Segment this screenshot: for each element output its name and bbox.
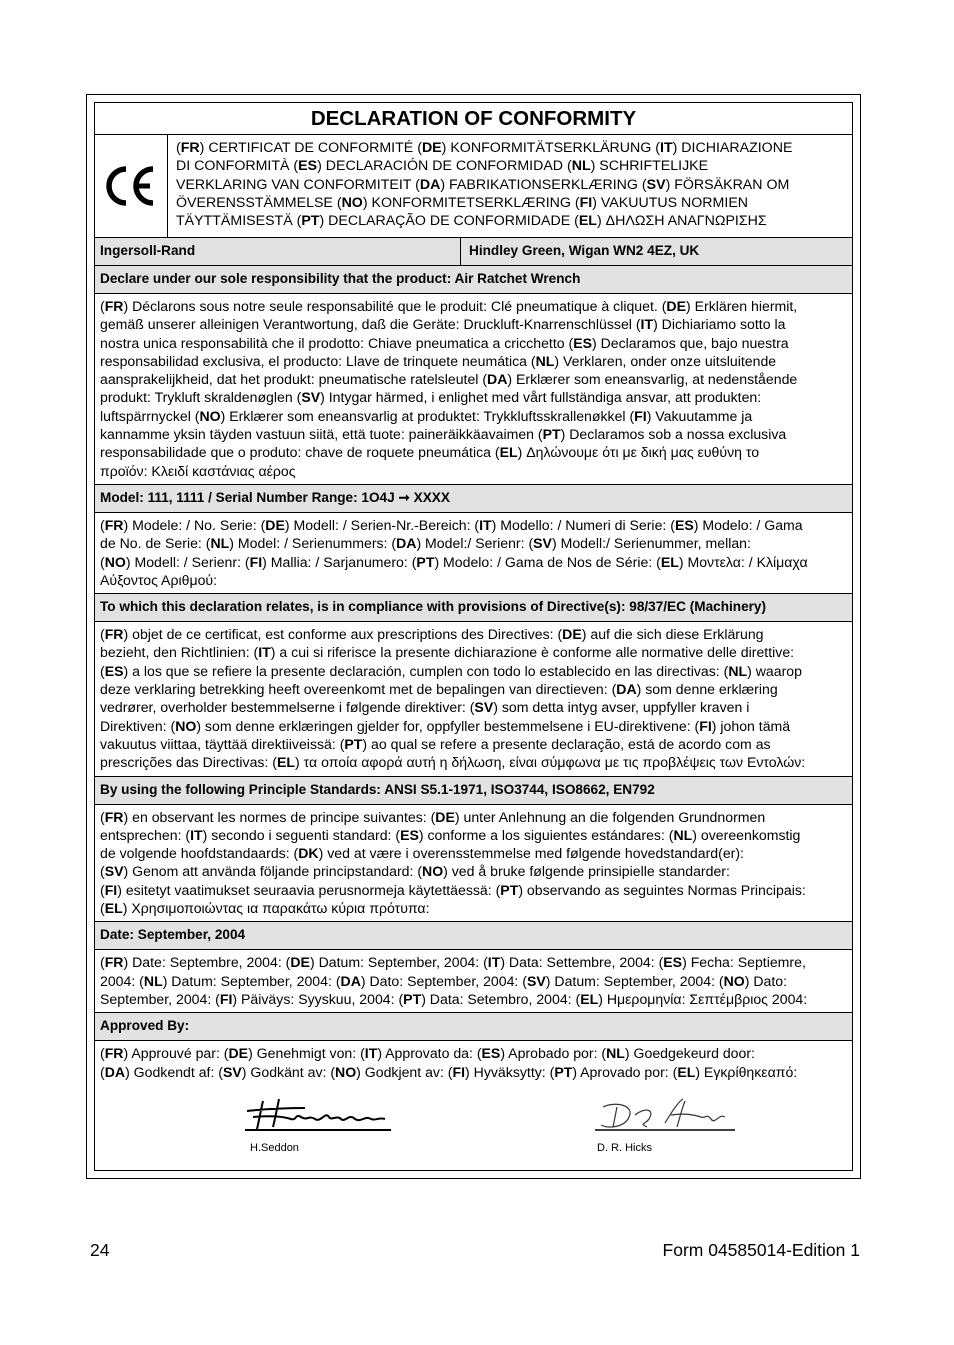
language-code: DE: [265, 516, 285, 533]
language-code: FI: [452, 1063, 466, 1080]
text-segment: ) ΔΗΛΩΣΗ ΑΝΑΓΝΩΡΙΣΗΣ: [596, 213, 767, 230]
language-code: PT: [301, 213, 320, 230]
text-segment: bezieht, den Richtlinien: (: [100, 644, 259, 661]
text-line: [176, 157, 846, 175]
language-code: SV: [301, 389, 321, 406]
text-segment: ) Modell: / Serien-Nr.-Bereich: (: [284, 516, 480, 533]
text-segment: ) auf die sich diese Erklärung: [581, 626, 764, 643]
text-segment: vedrører, overholder bestemmelserne i følgende direktiver: (: [100, 699, 475, 716]
text-segment: responsabilidad exclusiva, el producto: Llave de trinquete neumática (: [100, 352, 536, 369]
language-code: SV: [533, 535, 552, 552]
text-segment: ) SCHRIFTELIJKE: [590, 158, 709, 175]
text-line: [100, 953, 847, 971]
text-line: [100, 625, 847, 643]
text-segment: ) Vakuutamme ja: [646, 407, 753, 424]
text-segment: ) Model:/ Serienr: (: [416, 535, 534, 552]
text-line: [100, 990, 847, 1008]
text-line: [100, 826, 847, 844]
text-segment: ) Μοντελα: / Κλίμαχα: [678, 553, 808, 570]
text-line: [100, 334, 847, 352]
text-segment: ) Verklaren, onder onze uitsluitende: [554, 352, 777, 369]
text-segment: VERKLARING VAN CONFORMITEIT (: [176, 176, 420, 193]
text-segment: ) overeenkomstig: [692, 826, 801, 843]
language-code: DE: [666, 298, 687, 314]
manufacturer-address: Hindley Green, Wigan WN2 4EZ, UK: [469, 243, 700, 258]
text-segment: ) unter Anlehnung an die folgenden Grundnormen: [454, 808, 766, 825]
text-segment: DI CONFORMITÀ (: [176, 158, 299, 175]
text-segment: (: [176, 140, 181, 156]
text-segment: ) Δηλώνουμε ότι με δική μας ευθύνη το: [517, 444, 760, 461]
text-segment: ) som detta intyg avser, uppfyller kraven i: [493, 699, 750, 716]
text-segment: (: [100, 626, 105, 643]
language-code: IT: [660, 140, 673, 156]
text-segment: ) Dichiariamo sotto la: [653, 316, 786, 333]
text-line: [100, 388, 847, 406]
language-code: DA: [396, 535, 417, 552]
text-segment: ) Intygar härmed, i enlighet med vårt fullständiga ansvar, att produkten:: [320, 389, 762, 406]
text-segment: προϊόν: Κλειδί καστάνιας αέρος: [100, 462, 296, 479]
text-segment: ) esitetyt vaatimukset seuraavia perusnormeja käytettäessä: (: [117, 881, 501, 898]
text-line: [100, 1044, 847, 1062]
language-code: EL: [104, 900, 123, 917]
language-code: NO: [422, 863, 444, 880]
text-segment: ) Päiväys: Syyskuu, 2004: (: [232, 990, 404, 1007]
text-segment: ) DECLARACIÓN DE CONFORMIDAD (: [317, 158, 572, 175]
text-segment: ) Declaramos sob a nossa exclusiva: [560, 426, 787, 443]
manufacturer-row: [95, 238, 852, 266]
text-segment: ) Dato:: [744, 972, 788, 989]
language-code: FI: [104, 881, 118, 898]
standards-translations: [95, 805, 852, 923]
language-code: PT: [542, 426, 561, 443]
text-segment: ) Declaramos que, bajo nuestra: [592, 334, 789, 351]
text-line: [100, 1063, 847, 1081]
text-segment: ) en observant les normes de principe suivantes: (: [123, 808, 436, 825]
language-code: FR: [104, 1045, 124, 1062]
text-segment: ) CERTIFICAT DE CONFORMITÉ (: [199, 140, 422, 156]
language-code: PT: [554, 1063, 573, 1080]
page-title: DECLARATION OF CONFORMITY: [95, 103, 852, 135]
product-header: Declare under our sole responsibility that the product: Air Ratchet Wrench: [95, 266, 852, 294]
language-code: NO: [335, 1063, 357, 1080]
text-segment: ÖVERENSSTÄMMELSE (: [176, 194, 342, 211]
language-code: NO: [723, 972, 745, 989]
text-segment: ) Erklären hiermit,: [686, 298, 798, 314]
language-code: NL: [210, 535, 230, 552]
language-code: FR: [104, 808, 124, 825]
language-code: PT: [500, 881, 519, 898]
text-segment: ) johon tämä: [711, 717, 791, 734]
manufacturer-name: Ingersoll-Rand: [95, 238, 461, 265]
language-code: DE: [421, 140, 442, 156]
text-segment: September, 2004: (: [100, 990, 220, 1007]
text-line: [100, 662, 847, 680]
language-code: NO: [104, 553, 126, 570]
language-code: NO: [199, 407, 221, 424]
text-line: [176, 139, 846, 157]
text-segment: de volgende hoofdstandaards: (: [100, 845, 299, 862]
language-code: IT: [258, 644, 271, 661]
ce-mark-box: [95, 135, 168, 237]
language-code: FR: [104, 516, 124, 533]
language-code: FI: [634, 407, 647, 424]
text-line: [100, 680, 847, 698]
text-segment: (: [100, 298, 105, 314]
language-code: SV: [646, 176, 666, 193]
text-segment: (: [100, 881, 105, 898]
text-segment: ) Goedgekeurd door:: [624, 1045, 755, 1062]
text-line: [100, 862, 847, 880]
language-code: SV: [222, 1063, 242, 1080]
text-segment: (: [100, 553, 105, 570]
text-line: [100, 352, 847, 370]
form-number: Form 04585014-Edition 1: [662, 1240, 860, 1260]
product-translations: [95, 294, 852, 485]
language-code: FI: [579, 194, 593, 211]
text-line: [100, 297, 847, 315]
text-line: [100, 698, 847, 716]
language-code: NL: [673, 826, 693, 843]
language-code: NL: [143, 972, 163, 989]
text-segment: ) Erklærer som eneansvarlig at produktet: Trykkluftsskrallenøkkel (: [220, 407, 635, 424]
text-segment: ) Modelo: / Gama: [693, 516, 803, 533]
text-segment: ) conforme a los siguientes estándares: (: [418, 826, 674, 843]
text-segment: ) ao qual se refere a presente declaração, está de acordo com as: [362, 735, 771, 752]
text-segment: prescrições das Directivas: (: [100, 754, 278, 771]
language-code: FR: [104, 626, 124, 643]
text-segment: ) Genehmigt von: (: [248, 1045, 365, 1062]
text-line: [100, 717, 847, 735]
approved-translations: [95, 1041, 852, 1085]
text-segment: (: [100, 808, 105, 825]
text-segment: ) Ημερομηνία: Σεπτέμβριος 2004:: [598, 990, 808, 1007]
language-code: DE: [290, 954, 310, 971]
text-segment: (: [100, 1045, 105, 1062]
text-segment: TÄYTTÄMISESTÄ (: [176, 213, 302, 230]
ce-mark-icon: [104, 161, 158, 211]
language-code: FI: [219, 990, 233, 1007]
text-segment: (: [100, 954, 105, 971]
text-segment: ) Data: Settembre, 2004: (: [500, 954, 664, 971]
language-code: SV: [104, 863, 124, 880]
text-segment: ) Godkjent av: (: [356, 1063, 453, 1080]
language-code: PT: [416, 553, 435, 570]
text-line: [100, 534, 847, 552]
directive-header: To which this declaration relates, is in compliance with provisions of Directive(s): 98/37/EC (Machinery): [95, 594, 852, 622]
model-header-value: : 1O4J ➞ XXXX: [353, 489, 450, 505]
text-segment: produkt: Trykluft skraldenøglen (: [100, 389, 302, 406]
text-line: [100, 571, 847, 589]
language-code: DK: [298, 845, 319, 862]
language-code: FR: [104, 954, 124, 971]
ce-certificate-row: [95, 135, 852, 238]
text-line: [100, 735, 847, 753]
text-segment: ) Date: Septembre, 2004: (: [123, 954, 291, 971]
declaration-table: [94, 102, 853, 1171]
text-line: [100, 972, 847, 990]
text-line: [176, 176, 846, 194]
text-segment: ) Data: Setembro, 2004: (: [421, 990, 581, 1007]
text-segment: ) Εγκρίθηκεαπό:: [695, 1063, 798, 1080]
model-header-label: Model: 111, 1111 / Serial Number Range: [100, 489, 354, 505]
language-code: NL: [571, 158, 591, 175]
text-segment: ) Genom att använda följande principstandard: (: [123, 863, 423, 880]
text-segment: ) Godkendt af: (: [125, 1063, 223, 1080]
signature-name-seddon: H.Seddon: [250, 1142, 299, 1155]
language-code: IT: [640, 316, 654, 333]
date-translations: [95, 950, 852, 1013]
text-segment: luftspärrnyckel (: [100, 407, 200, 424]
text-segment: ) waarop: [747, 662, 802, 679]
language-code: DE: [562, 626, 582, 643]
text-line: [100, 753, 847, 771]
text-segment: ) objet de ce certificat, est conforme aux prescriptions des Directives: (: [123, 626, 563, 643]
text-segment: ) Dato: September, 2004: (: [360, 972, 527, 989]
language-code: EL: [499, 444, 518, 461]
text-segment: ) KONFORMITETSERKLÆRING (: [362, 194, 580, 211]
text-line: [100, 315, 847, 333]
text-segment: ) som denne erklæring: [636, 681, 778, 698]
text-line: [100, 462, 847, 480]
text-segment: ) Modell: / Serienr: (: [125, 553, 250, 570]
model-translations: [95, 513, 852, 594]
text-segment: 2004: (: [100, 972, 144, 989]
signature-name-hicks: D. R. Hicks: [597, 1142, 652, 1155]
date-header: Date: September, 2004: [95, 922, 852, 950]
language-code: SV: [474, 699, 494, 716]
language-code: DA: [419, 176, 441, 193]
text-segment: ) Erklærer som eneansvarlig, at nedenstående: [507, 371, 798, 388]
standards-header: By using the following Principle Standards: ANSI S5.1-1971, ISO3744, ISO8662, EN792: [95, 777, 852, 805]
language-code: ES: [573, 334, 592, 351]
text-segment: ) Approuvé par: (: [123, 1045, 229, 1062]
text-segment: ) KONFORMITÄTSERKLÄRUNG (: [441, 140, 660, 156]
text-line: [100, 425, 847, 443]
text-segment: (: [100, 1063, 105, 1080]
text-segment: (: [100, 900, 105, 917]
language-code: EL: [578, 213, 597, 230]
text-line: [100, 553, 847, 571]
text-segment: ) Χρησιμοποιώντας ια παρακάτω κύρια πρότυπα:: [122, 900, 430, 917]
text-segment: ) τα οποία αφορά αυτή η δήλωση, είναι σύμφωνα με τις προβλέψεις των Εντολών:: [295, 754, 806, 771]
text-segment: ) a cui si riferisce la presente dichiarazione è conforme alle normative delle direttive:: [270, 644, 795, 661]
text-segment: ) Aprobado por: (: [500, 1045, 607, 1062]
text-segment: aansprakelijkheid, dat het produkt: pneumatische ratelsleutel (: [100, 371, 488, 388]
text-line: [100, 443, 847, 461]
text-segment: ) Mallia: / Sarjanumero: (: [262, 553, 417, 570]
language-code: DA: [616, 681, 637, 698]
text-segment: ) ved å bruke følgende prinsipielle standarder:: [443, 863, 730, 880]
text-segment: ) Hyväksytty: (: [465, 1063, 555, 1080]
text-segment: ) FABRIKATIONSERKLÆRING (: [440, 176, 647, 193]
language-code: FR: [104, 298, 124, 314]
declaration-frame: [86, 94, 861, 1179]
text-segment: ) Datum: September, 2004: (: [162, 972, 341, 989]
text-segment: ) Modello: / Numeri di Serie: (: [491, 516, 675, 533]
text-segment: ) a los que se refiere la presente declaración, cumplen con todo lo establecido en las directivas: (: [123, 662, 729, 679]
text-segment: ) Datum: September, 2004: (: [309, 954, 488, 971]
text-line: [176, 194, 846, 212]
text-line: [100, 643, 847, 661]
text-line: [100, 808, 847, 826]
certificate-translations: [168, 135, 852, 237]
text-segment: ) secondo i seguenti standard: (: [202, 826, 401, 843]
language-code: FR: [180, 140, 200, 156]
language-code: DA: [340, 972, 361, 989]
language-code: NO: [341, 194, 363, 211]
language-code: FI: [699, 717, 712, 734]
text-segment: ) ved at være i overensstemmelse med følgende hovedstandard(er):: [318, 845, 744, 862]
model-header: [95, 485, 852, 513]
text-segment: (: [100, 516, 105, 533]
language-code: ES: [674, 516, 694, 533]
text-segment: ) Model: / Serienummers: (: [229, 535, 397, 552]
page-number: 24: [90, 1240, 110, 1260]
language-code: ES: [104, 662, 124, 679]
language-code: DA: [487, 371, 508, 388]
text-segment: ) Déclarons sous notre seule responsabilité que le produit: Clé pneumatique à cliquet. (: [123, 298, 667, 314]
language-code: NL: [606, 1045, 625, 1062]
language-code: ES: [298, 158, 318, 175]
text-line: [100, 899, 847, 917]
text-segment: responsabilidade que o produto: chave de roquete pneumática (: [100, 444, 500, 461]
language-code: NL: [535, 352, 555, 369]
language-code: ES: [663, 954, 683, 971]
language-code: SV: [526, 972, 546, 989]
text-segment: ) observando as seguintes Normas Principais:: [518, 881, 806, 898]
text-segment: ) Godkänt av: (: [241, 1063, 336, 1080]
approval-section: [95, 1041, 852, 1159]
language-code: IT: [479, 516, 492, 533]
text-segment: ) som denne erklæringen gjelder for, oppfyller bestemmelsene i EU-direktivene: (: [196, 717, 700, 734]
text-segment: ) Fecha: Septiemre,: [682, 954, 806, 971]
text-segment: ) DICHIARAZIONE: [672, 140, 793, 156]
text-segment: ) Modele: / No. Serie: (: [123, 516, 266, 533]
language-code: ES: [481, 1045, 501, 1062]
language-code: EL: [660, 553, 679, 570]
text-line: [100, 407, 847, 425]
language-code: DE: [228, 1045, 249, 1062]
approved-header: Approved By:: [95, 1013, 852, 1041]
text-segment: deze verklaring betrekking heeft overeenkomt met de bepalingen van directieven: (: [100, 681, 617, 698]
language-code: IT: [487, 954, 501, 971]
text-segment: de No. de Serie: (: [100, 535, 211, 552]
signature-hicks: [595, 1097, 745, 1137]
text-segment: ) Modell:/ Serienummer, mellan:: [551, 535, 751, 552]
text-segment: nostra unica responsabilità che il prodotto: Chiave pneumatica a cricchetto (: [100, 334, 574, 351]
language-code: EL: [277, 754, 296, 771]
language-code: IT: [364, 1045, 378, 1062]
text-segment: ) DECLARAÇÃO DE CONFORMIDADE (: [319, 213, 579, 230]
text-segment: ) VAKUUTUS NORMIEN: [592, 194, 749, 211]
signature-seddon: [245, 1099, 395, 1139]
text-segment: ) Datum: September, 2004: (: [545, 972, 724, 989]
directive-translations: [95, 622, 852, 776]
text-segment: (: [100, 662, 105, 679]
text-segment: gemäß unserer alleinigen Verantwortung, daß die Geräte: Druckluft-Knarrenschlüssel (: [100, 316, 641, 333]
text-segment: Direktiven: (: [100, 717, 176, 734]
language-code: DE: [435, 808, 455, 825]
text-segment: entsprechen: (: [100, 826, 191, 843]
text-line: [176, 212, 846, 230]
text-line: [100, 881, 847, 899]
language-code: EL: [580, 990, 599, 1007]
language-code: NO: [175, 717, 197, 734]
text-line: [100, 370, 847, 388]
text-segment: vakuutus viittaa, täyttää direktiiveissä: (: [100, 735, 345, 752]
language-code: DA: [104, 1063, 126, 1080]
language-code: IT: [190, 826, 203, 843]
language-code: PT: [344, 735, 363, 752]
text-segment: ) Approvato da: (: [377, 1045, 482, 1062]
text-segment: ) FÖRSÄKRAN OM: [665, 176, 790, 193]
language-code: NL: [728, 662, 748, 679]
text-segment: kannamme yksin täyden vastuun siitä, että tuote: paineräikkäavaimen (: [100, 426, 543, 443]
language-code: EL: [677, 1063, 696, 1080]
language-code: ES: [400, 826, 419, 843]
language-code: FI: [249, 553, 263, 570]
text-segment: Αύξοντος Αριθμού:: [100, 571, 218, 588]
text-segment: ) Modelo: / Gama de Nos de Série: (: [434, 553, 661, 570]
text-line: [100, 844, 847, 862]
text-segment: ) Aprovado por: (: [572, 1063, 678, 1080]
language-code: PT: [403, 990, 422, 1007]
text-line: [100, 516, 847, 534]
text-segment: (: [100, 863, 105, 880]
